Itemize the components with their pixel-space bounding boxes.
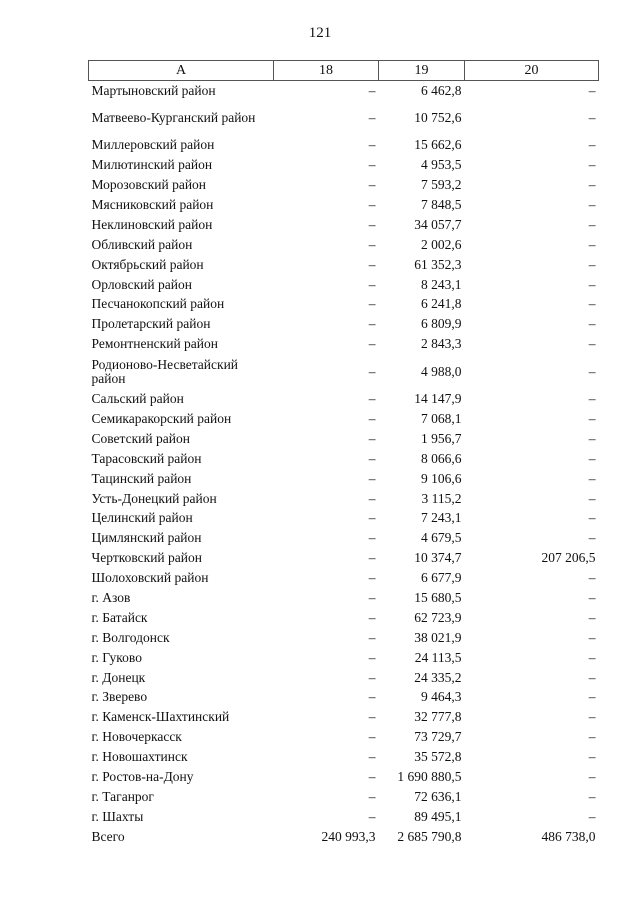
value-20-cell: – xyxy=(588,590,596,606)
value-19-cell: 7 848,5 xyxy=(421,197,462,212)
value-20-cell: – xyxy=(588,729,596,745)
territory-name-cell: г. Шахты xyxy=(91,808,144,824)
value-19-cell: 35 572,8 xyxy=(414,749,462,765)
territory-name-cell: Орловский район xyxy=(91,276,192,292)
value-20-cell: – xyxy=(588,470,596,486)
column-header-19: 19 xyxy=(379,61,465,81)
value-20-cell: – xyxy=(588,82,596,98)
table-row xyxy=(89,155,599,175)
value-19-cell: 61 352,3 xyxy=(414,256,462,272)
value-19-cell: 34 057,7 xyxy=(414,216,462,232)
territory-name-cell: Ремонтненский район xyxy=(91,336,218,352)
value-20-cell: – xyxy=(588,490,596,506)
value-18-cell: – xyxy=(368,749,376,765)
value-20-cell: – xyxy=(588,391,596,407)
budget-table xyxy=(88,60,599,848)
value-20-cell: – xyxy=(588,276,596,292)
value-18-cell: – xyxy=(368,336,376,352)
value-20-cell: – xyxy=(588,316,596,332)
territory-name-cell: г. Донецк xyxy=(91,669,146,685)
value-19-cell: 1 690 880,5 xyxy=(397,769,462,785)
table-row xyxy=(89,528,599,548)
value-20-cell: – xyxy=(588,256,596,272)
value-19-cell: 6 809,9 xyxy=(421,316,462,332)
territory-name-cell: Сальский район xyxy=(91,391,184,407)
value-19-cell: 7 593,2 xyxy=(421,177,462,193)
territory-name-cell: г. Новошахтинск xyxy=(91,749,188,765)
value-18-cell: – xyxy=(368,450,376,466)
territory-name-cell: г. Азов xyxy=(91,590,131,606)
value-19-cell: 38 021,9 xyxy=(414,629,462,645)
table-header xyxy=(89,61,599,81)
table-row xyxy=(89,235,599,255)
value-18-cell: – xyxy=(368,411,376,427)
value-20-cell: – xyxy=(588,216,596,232)
value-18-cell: – xyxy=(368,82,376,98)
value-19-cell: 1 956,7 xyxy=(421,430,462,446)
value-19-cell: 9 106,6 xyxy=(421,470,462,486)
table-row xyxy=(89,628,599,648)
table-row xyxy=(89,195,599,215)
value-20-cell: – xyxy=(588,450,596,466)
territory-name-cell: Пролетарский район xyxy=(91,316,211,332)
value-18-cell: – xyxy=(368,236,376,252)
value-20-cell: – xyxy=(588,570,596,586)
value-18-cell: – xyxy=(368,216,376,232)
value-20-cell: – xyxy=(588,411,596,427)
value-20-cell: – xyxy=(588,363,596,379)
value-19-cell: 73 729,7 xyxy=(414,729,462,745)
table-row xyxy=(89,469,599,489)
value-18-cell: – xyxy=(368,669,376,685)
value-20-cell: – xyxy=(588,510,596,526)
value-19-cell: 62 723,9 xyxy=(414,609,462,625)
territory-name-cell: Цимлянский район xyxy=(91,530,202,546)
value-18-cell: – xyxy=(368,709,376,725)
territory-name-cell: Всего xyxy=(91,829,125,845)
territory-name-cell: Чертковский район xyxy=(91,550,202,566)
table-row xyxy=(89,314,599,334)
territory-name-cell: Усть-Донецкий район xyxy=(91,490,217,506)
territory-name-cell: г. Таганрог xyxy=(91,788,154,804)
table-row xyxy=(89,747,599,767)
value-18-cell: – xyxy=(368,363,376,379)
value-20-cell: – xyxy=(588,177,596,193)
value-18-cell: – xyxy=(368,391,376,407)
territory-name-cell: Тарасовский район xyxy=(91,450,202,466)
table-row xyxy=(89,449,599,469)
column-header-20: 20 xyxy=(465,61,599,81)
territory-name-cell: Морозовский район xyxy=(91,177,207,193)
value-19-cell: 8 066,6 xyxy=(421,450,462,466)
value-19-cell: 14 147,9 xyxy=(414,391,462,407)
value-19-cell: 32 777,8 xyxy=(414,709,462,725)
table-row xyxy=(89,767,599,787)
value-18-cell: – xyxy=(368,510,376,526)
value-19-cell: 89 495,1 xyxy=(414,808,462,824)
value-20-cell: 486 738,0 xyxy=(541,829,596,845)
value-18-cell: – xyxy=(368,109,376,125)
value-18-cell: – xyxy=(368,256,376,272)
table-row xyxy=(89,548,599,568)
territory-name-cell: Обливский район xyxy=(91,236,193,252)
territory-name-cell: Миллеровский район xyxy=(91,137,215,153)
column-header-a: А xyxy=(89,61,274,81)
table-row xyxy=(89,568,599,588)
table-body xyxy=(89,81,599,848)
value-18-cell: – xyxy=(368,430,376,446)
value-20-cell: – xyxy=(588,808,596,824)
table-row xyxy=(89,409,599,429)
value-19-cell: 8 243,1 xyxy=(421,276,462,292)
table-row xyxy=(89,588,599,608)
value-19-cell: 10 374,7 xyxy=(414,550,462,566)
value-18-cell: – xyxy=(368,490,376,506)
value-18-cell: – xyxy=(368,590,376,606)
value-20-cell: 207 206,5 xyxy=(541,550,596,566)
table-row xyxy=(89,787,599,807)
territory-name-cell: Мясниковский район xyxy=(91,197,214,212)
territory-name-cell: Неклиновский район xyxy=(91,216,213,232)
value-20-cell: – xyxy=(588,649,596,665)
territory-name-cell: г. Волгодонск xyxy=(91,629,170,645)
value-19-cell: 15 680,5 xyxy=(414,590,462,606)
value-18-cell: – xyxy=(368,788,376,804)
value-18-cell: – xyxy=(368,296,376,312)
table-row xyxy=(89,688,599,708)
territory-name-cell: Матвеево-Курганский район xyxy=(91,109,256,125)
value-20-cell: – xyxy=(588,769,596,785)
territory-name-cell: Целинский район xyxy=(91,510,193,526)
table-row xyxy=(89,429,599,449)
territory-name-cell: г. Гуково xyxy=(91,649,142,665)
value-19-cell: 24 335,2 xyxy=(414,669,462,685)
value-20-cell: – xyxy=(588,137,596,153)
value-20-cell: – xyxy=(588,336,596,352)
table-row xyxy=(89,334,599,354)
table-row xyxy=(89,668,599,688)
value-20-cell: – xyxy=(588,689,596,705)
value-18-cell: 240 993,3 xyxy=(321,829,376,845)
table-row xyxy=(89,215,599,235)
value-19-cell: 6 462,8 xyxy=(421,82,462,98)
table-row xyxy=(89,509,599,529)
table-row xyxy=(89,175,599,195)
value-19-cell: 15 662,6 xyxy=(414,137,462,153)
table-row xyxy=(89,354,599,389)
table-row xyxy=(89,489,599,509)
territory-name-cell: Тацинский район xyxy=(91,470,192,486)
value-18-cell: – xyxy=(368,609,376,625)
territory-name-cell: Советский район xyxy=(91,430,190,446)
table-row xyxy=(89,295,599,315)
territory-name-cell: Родионово-Несветайский район xyxy=(91,356,239,386)
budget-table-container xyxy=(88,60,598,848)
table-row xyxy=(89,100,599,135)
value-18-cell: – xyxy=(368,729,376,745)
value-18-cell: – xyxy=(368,808,376,824)
value-19-cell: 6 677,9 xyxy=(421,570,462,586)
value-20-cell: – xyxy=(588,157,596,173)
value-20-cell: – xyxy=(588,629,596,645)
value-19-cell: 2 843,3 xyxy=(421,336,462,352)
table-row xyxy=(89,81,599,101)
value-19-cell: 24 113,5 xyxy=(414,649,462,665)
value-20-cell: – xyxy=(588,236,596,252)
value-20-cell: – xyxy=(588,197,596,212)
value-18-cell: – xyxy=(368,550,376,566)
value-19-cell: 7 243,1 xyxy=(421,510,462,526)
value-18-cell: – xyxy=(368,649,376,665)
table-row xyxy=(89,135,599,155)
territory-name-cell: г. Новочеркасск xyxy=(91,729,182,745)
territory-name-cell: Мартыновский район xyxy=(91,82,216,98)
value-18-cell: – xyxy=(368,157,376,173)
territory-name-cell: г. Каменск-Шахтинский xyxy=(91,709,230,725)
value-20-cell: – xyxy=(588,609,596,625)
value-19-cell: 6 241,8 xyxy=(421,296,462,312)
table-row xyxy=(89,275,599,295)
value-18-cell: – xyxy=(368,769,376,785)
column-header-18: 18 xyxy=(274,61,379,81)
value-20-cell: – xyxy=(588,530,596,546)
value-19-cell: 3 115,2 xyxy=(421,490,462,506)
value-19-cell: 7 068,1 xyxy=(421,411,462,427)
page-number: 121 xyxy=(308,25,332,41)
value-19-cell: 2 685 790,8 xyxy=(397,829,462,845)
value-19-cell: 4 953,5 xyxy=(421,157,462,173)
value-18-cell: – xyxy=(368,197,376,212)
value-19-cell: 4 679,5 xyxy=(421,530,462,546)
value-18-cell: – xyxy=(368,177,376,193)
value-18-cell: – xyxy=(368,530,376,546)
territory-name-cell: Октябрьский район xyxy=(91,256,204,272)
table-row xyxy=(89,807,599,827)
table-row xyxy=(89,389,599,409)
territory-name-cell: Песчанокопский район xyxy=(91,296,225,312)
value-20-cell: – xyxy=(588,788,596,804)
table-row xyxy=(89,608,599,628)
territory-name-cell: Милютинский район xyxy=(91,157,213,173)
value-18-cell: – xyxy=(368,316,376,332)
value-19-cell: 9 464,3 xyxy=(421,689,462,705)
value-20-cell: – xyxy=(588,709,596,725)
value-18-cell: – xyxy=(368,570,376,586)
table-row xyxy=(89,648,599,668)
value-20-cell: – xyxy=(588,669,596,685)
value-18-cell: – xyxy=(368,629,376,645)
header-row xyxy=(89,61,599,81)
table-row xyxy=(89,707,599,727)
total-row xyxy=(89,827,599,848)
value-18-cell: – xyxy=(368,276,376,292)
value-19-cell: 72 636,1 xyxy=(414,788,462,804)
table-row xyxy=(89,255,599,275)
value-20-cell: – xyxy=(588,296,596,312)
value-18-cell: – xyxy=(368,470,376,486)
territory-name-cell: г. Ростов-на-Дону xyxy=(91,769,194,785)
territory-name-cell: г. Батайск xyxy=(91,609,148,625)
value-20-cell: – xyxy=(588,109,596,125)
value-20-cell: – xyxy=(588,749,596,765)
value-18-cell: – xyxy=(368,689,376,705)
territory-name-cell: Шолоховский район xyxy=(91,570,209,586)
value-18-cell: – xyxy=(368,137,376,153)
value-20-cell: – xyxy=(588,430,596,446)
value-19-cell: 2 002,6 xyxy=(421,236,462,252)
value-19-cell: 4 988,0 xyxy=(421,363,462,379)
territory-name-cell: г. Зверево xyxy=(91,689,148,705)
table-row xyxy=(89,727,599,747)
value-19-cell: 10 752,6 xyxy=(414,109,462,125)
territory-name-cell: Семикаракорский район xyxy=(91,411,232,427)
